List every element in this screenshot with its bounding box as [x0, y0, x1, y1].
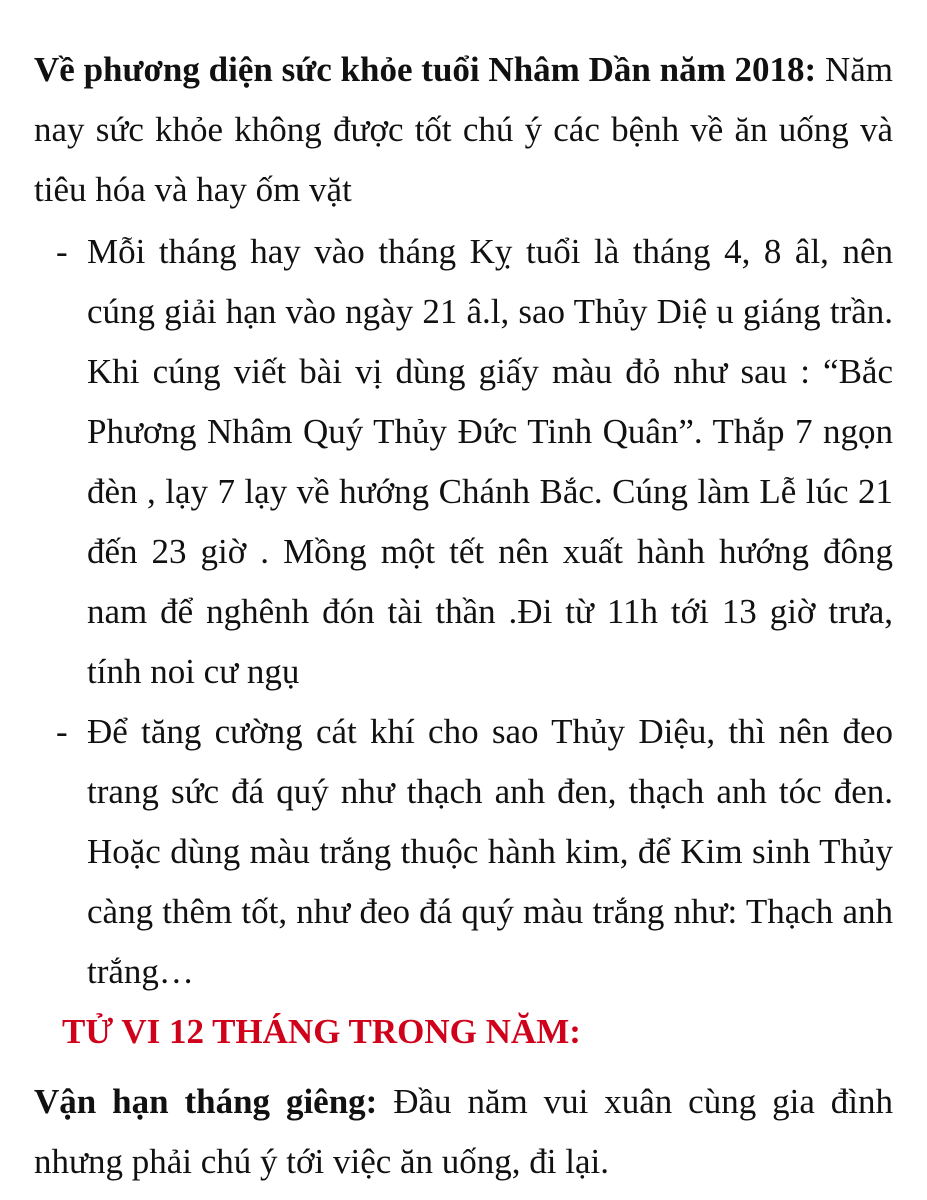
list-item — [34, 222, 893, 702]
health-paragraph — [34, 40, 893, 220]
month-heading: Vận hạn tháng giêng: — [34, 1082, 378, 1121]
advice-list — [34, 222, 893, 1002]
dash-marker: - — [56, 232, 68, 271]
month-paragraph — [34, 1072, 893, 1192]
health-heading: Về phương diện sức khỏe tuổi Nhâm Dần năm 2018: — [34, 50, 817, 89]
section-title: TỬ VI 12 THÁNG TRONG NĂM: — [62, 1012, 581, 1051]
dash-marker: - — [56, 712, 68, 751]
health-text: Năm nay sức khỏe không được tốt chú ý các bệnh về ăn uống và tiêu hóa và hay ốm vặt — [34, 50, 893, 209]
list-item-text: Để tăng cường cát khí cho sao Thủy Diệu, thì nên đeo trang sức đá quý như thạch anh đen, thạch anh tóc đen. Hoặc dùng màu trắng thuộc hành kim, để Kim sinh Thủy càng thêm tốt, như đeo đá quý màu trắng như: Thạch anh trắng… — [87, 712, 893, 991]
list-item-text: Mỗi tháng hay vào tháng Kỵ tuổi là tháng 4, 8 âl, nên cúng giải hạn vào ngày 21 â.l, sao Thủy Diệ u giáng trần. Khi cúng viết bài vị dùng giấy màu đỏ như sau : “Bắc Phương Nhâm Quý Thủy Đức Tinh Quân”. Thắp 7 ngọn đèn , lạy 7 lạy về hướng Chánh Bắc. Cúng làm Lễ lúc 21 đến 23 giờ . Mồng một tết nên xuất hành hướng đông nam để nghênh đón tài thần .Đi từ 11h tới 13 giờ trưa, tính noi cư ngụ — [87, 232, 893, 691]
month-text: Đầu năm vui xuân cùng gia đình nhưng phải chú ý tới việc ăn uống, đi lại. — [34, 1082, 893, 1181]
list-item — [34, 702, 893, 1002]
